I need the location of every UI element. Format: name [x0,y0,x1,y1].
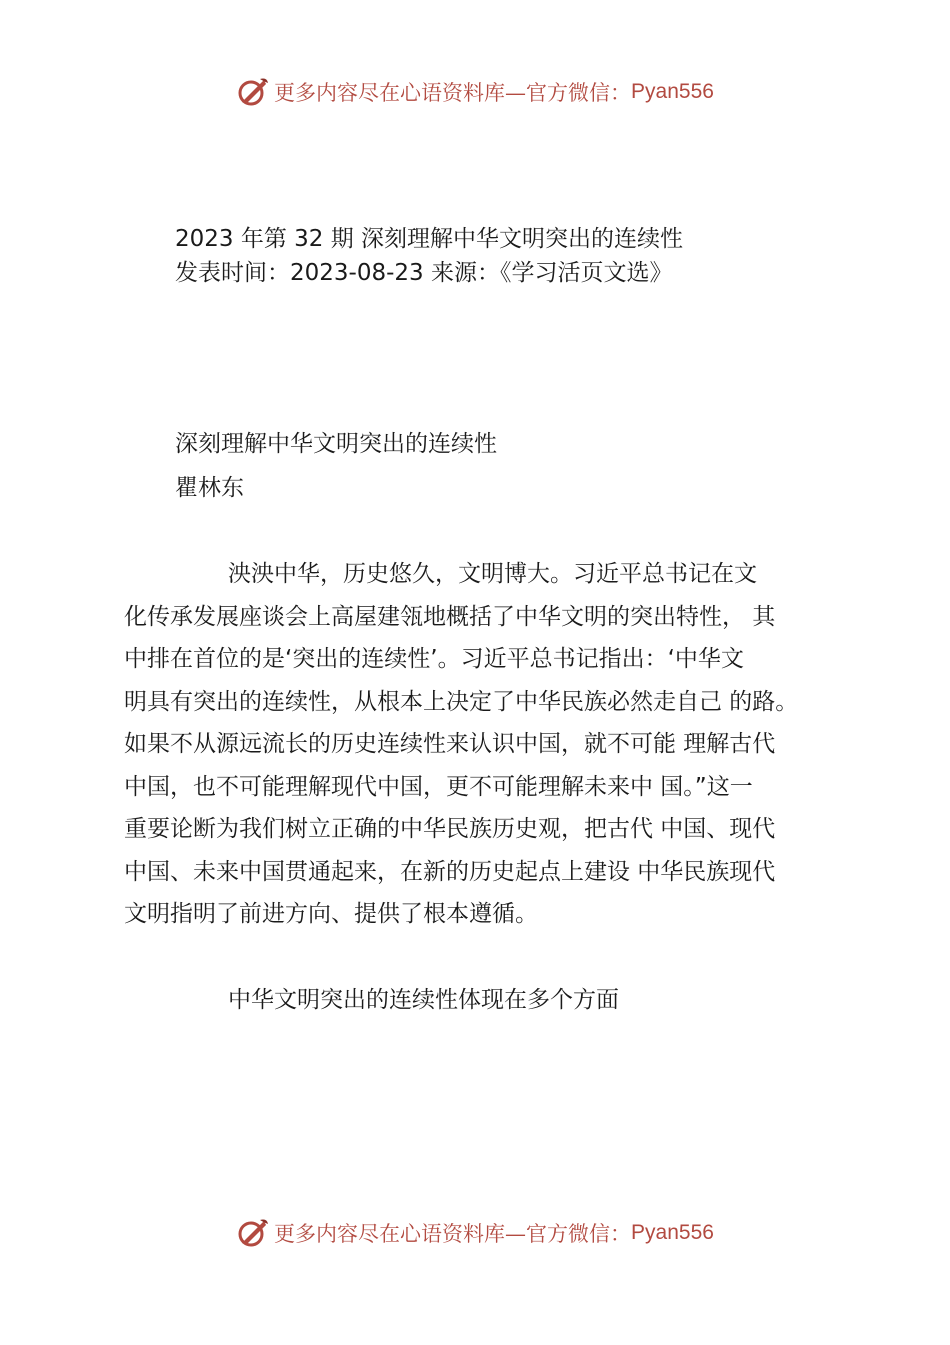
banner-text: 更多内容尽在心语资料库—官方微信： [274,1222,632,1246]
issue-line: 2023 年第 32 期 深刻理解中华文明突出的连续性 [175,226,684,252]
paragraph-line: 化传承发展座谈会上高屋建瓴地概括了中华文明的突出特性， 其 [124,603,776,630]
banner-wechat-id: Pyan556 [631,80,714,103]
paragraph-line: 重要论断为我们树立正确的中华民族历史观，把古代 中国、现代 [124,816,776,842]
banner-wechat-id: Pyan556 [631,1221,714,1244]
bottom-banner [0,1213,950,1253]
paragraph-line: 文明指明了前进方向、提供了根本遵循。 [124,901,538,927]
quill-logo-icon [236,1216,270,1250]
body-paragraph [124,557,844,940]
document-header [175,222,683,290]
article-author: 瞿林东 [175,475,244,501]
meta-line: 发表时间：2023-08-23 来源：《学习活页文选》 [175,260,673,286]
paragraph-line: 如果不从源远流长的历史连续性来认识中国，就不可能 理解古代 [124,731,776,757]
quill-logo-icon [236,75,270,109]
paragraph-line: 明具有突出的连续性，从根本上决定了中华民族必然走自己 的路。 [124,688,799,715]
paragraph-line: 中国、未来中国贯通起来，在新的历史起点上建设 中华民族现代 [124,858,776,885]
banner-text: 更多内容尽在心语资料库—官方微信： [274,81,632,105]
paragraph-line: 泱泱中华，历史悠久，文明博大。习近平总书记在文 [228,561,757,587]
paragraph-line: 中国，也不可能理解现代中国，更不可能理解未来中 国。”这一 [124,773,753,800]
top-banner [0,72,950,112]
section-heading: 中华文明突出的连续性体现在多个方面 [228,987,619,1013]
article-title: 深刻理解中华文明突出的连续性 [175,431,497,457]
paragraph-line: 中排在首位的是‘突出的连续性’。习近平总书记指出：‘中华文 [124,646,744,672]
